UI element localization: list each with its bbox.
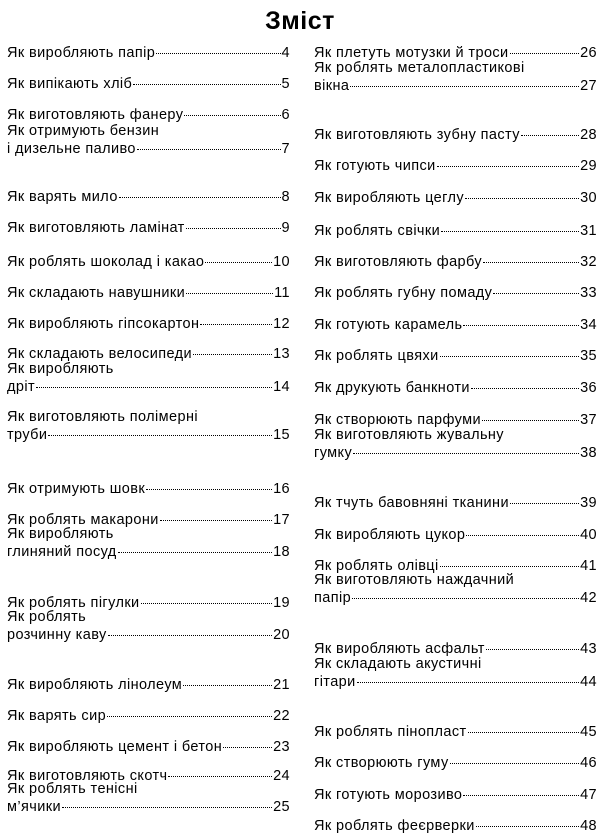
toc-dot-leader	[352, 598, 579, 599]
toc-entry-title: Як роблять свічки	[314, 223, 441, 239]
toc-entry-title: Як роблять пінопласт	[314, 724, 467, 740]
toc-page-number: 4	[281, 45, 290, 61]
toc-page-number: 5	[281, 76, 290, 92]
toc-page-number: 45	[580, 724, 597, 740]
toc-page-number: 6	[281, 107, 290, 123]
toc-dot-leader	[36, 387, 272, 388]
toc-page-number: 21	[273, 677, 290, 693]
toc-entry[interactable]	[7, 608, 290, 644]
toc-entry[interactable]	[7, 44, 290, 62]
toc-dot-leader	[482, 420, 579, 421]
toc-entry-title: Як роблять тенісні	[7, 781, 138, 797]
toc-entry[interactable]	[314, 59, 597, 95]
toc-page-number: 23	[273, 739, 290, 755]
toc-entry[interactable]	[314, 126, 597, 144]
toc-entry[interactable]	[314, 655, 597, 691]
toc-entry[interactable]	[7, 525, 290, 561]
toc-entry-title: Як виробляють гіпсокартон	[7, 316, 200, 332]
toc-dot-leader	[183, 685, 272, 686]
toc-entry[interactable]	[314, 786, 597, 804]
toc-dot-leader	[168, 776, 272, 777]
toc-entry[interactable]	[314, 723, 597, 741]
toc-entry-title: Як роблять металопластикові	[314, 60, 525, 76]
toc-entry-title: Як складають навушники	[7, 285, 186, 301]
toc-dot-leader	[133, 84, 280, 85]
toc-page-number: 13	[273, 346, 290, 362]
toc-page-number: 37	[580, 412, 597, 428]
toc-entry-title: Як роблять шоколад і какао	[7, 254, 205, 270]
toc-page-number: 42	[580, 590, 597, 606]
toc-entry[interactable]	[7, 738, 290, 756]
toc-entry-title: Як виробляють цеглу	[314, 190, 465, 206]
toc-entry-title: м’ячики	[7, 799, 61, 815]
toc-page-number: 12	[273, 316, 290, 332]
toc-entry[interactable]	[7, 219, 290, 237]
toc-entry-title: труби	[7, 427, 48, 443]
toc-page-number: 8	[281, 189, 290, 205]
toc-entry[interactable]	[314, 571, 597, 607]
toc-dot-leader	[353, 453, 579, 454]
toc-page-number: 43	[580, 641, 597, 657]
toc-entry-title: Як роблять губну помаду	[314, 285, 493, 301]
toc-dot-leader	[510, 503, 579, 504]
toc-dot-leader	[119, 197, 281, 198]
toc-dot-leader	[156, 53, 280, 54]
toc-page-number: 10	[273, 254, 290, 270]
toc-dot-leader	[118, 552, 272, 553]
toc-entry-title: Як готують карамель	[314, 317, 463, 333]
toc-entry-title: Як готують морозиво	[314, 787, 463, 803]
toc-entry[interactable]	[7, 284, 290, 302]
toc-page-number: 24	[273, 768, 290, 784]
toc-page-number: 16	[273, 481, 290, 497]
toc-entry-title: Як виготовляють ламінат	[7, 220, 185, 236]
toc-page-number: 26	[580, 45, 597, 61]
toc-dot-leader	[62, 807, 272, 808]
toc-dot-leader	[223, 747, 272, 748]
toc-page-number: 46	[580, 755, 597, 771]
toc-dot-leader	[186, 228, 281, 229]
toc-dot-leader	[108, 635, 272, 636]
toc-entry-title: Як роблять макарони	[7, 512, 159, 528]
toc-page-number: 31	[580, 223, 597, 239]
toc-dot-leader	[141, 603, 273, 604]
toc-dot-leader	[510, 53, 580, 54]
toc-entry[interactable]	[314, 253, 597, 271]
toc-entry[interactable]	[7, 676, 290, 694]
toc-entry-title: Як виготовляють фанеру	[7, 107, 184, 123]
toc-entry-title: Як складають велосипеди	[7, 346, 192, 362]
toc-entry-title: гітари	[314, 674, 356, 690]
toc-entry[interactable]	[7, 253, 290, 271]
toc-dot-leader	[200, 324, 272, 325]
toc-entry[interactable]	[7, 75, 290, 93]
toc-dot-leader	[450, 763, 579, 764]
toc-page-number: 28	[580, 127, 597, 143]
toc-page-number: 14	[273, 379, 290, 395]
toc-dot-leader	[357, 682, 579, 683]
toc-entry-title: Як готують чипси	[314, 158, 436, 174]
toc-entry-title: Як виробляють цукор	[314, 527, 466, 543]
toc-dot-leader	[483, 262, 579, 263]
toc-dot-leader	[463, 795, 579, 796]
toc-entry-title: Як виробляють	[7, 526, 114, 542]
toc-entry-title: Як виробляють цемент і бетон	[7, 739, 223, 755]
toc-entry[interactable]	[314, 426, 597, 462]
toc-entry[interactable]	[314, 189, 597, 207]
toc-dot-leader	[471, 388, 579, 389]
toc-entry[interactable]	[314, 526, 597, 544]
toc-page-number: 41	[580, 558, 597, 574]
toc-page-number: 48	[580, 818, 597, 834]
toc-page-number: 25	[273, 799, 290, 815]
toc-dot-leader	[160, 520, 272, 521]
toc-entry[interactable]	[314, 316, 597, 334]
toc-entry-title: Як виробляють папір	[7, 45, 156, 61]
toc-entry[interactable]	[314, 754, 597, 772]
toc-page-number: 47	[580, 787, 597, 803]
toc-dot-leader	[205, 262, 272, 263]
toc-page-number: 39	[580, 495, 597, 511]
toc-entry-title: Як роблять цвяхи	[314, 348, 439, 364]
toc-entry[interactable]	[314, 222, 597, 240]
toc-dot-leader	[440, 356, 579, 357]
toc-dot-leader	[468, 732, 579, 733]
toc-dot-leader	[440, 566, 579, 567]
toc-entry-title: Як виробляють	[7, 361, 114, 377]
toc-page-number: 40	[580, 527, 597, 543]
toc-page-number: 22	[273, 708, 290, 724]
toc-entry[interactable]	[7, 780, 290, 816]
toc-page-number: 29	[580, 158, 597, 174]
toc-entry-title: Як виготовляють жувальну	[314, 427, 504, 443]
toc-entry-title: Як виготовляють фарбу	[314, 254, 483, 270]
toc-entry-title: вікна	[314, 78, 350, 94]
toc-entry[interactable]	[314, 157, 597, 175]
toc-entry[interactable]	[7, 315, 290, 333]
toc-entry-title: Як роблять феєрверки	[314, 818, 475, 834]
toc-dot-leader	[486, 649, 579, 650]
toc-entry-title: Як складають акустичні	[314, 656, 482, 672]
toc-entry-title: Як виготовляють скотч	[7, 768, 168, 784]
toc-entry-title: Як створюють гуму	[314, 755, 449, 771]
toc-dot-leader	[137, 149, 281, 150]
toc-dot-leader	[48, 435, 272, 436]
toc-page-number: 15	[273, 427, 290, 443]
toc-entry[interactable]	[7, 188, 290, 206]
toc-entry-title: Як виробляють лінолеум	[7, 677, 183, 693]
toc-entry-title: Як випікають хліб	[7, 76, 133, 92]
toc-entry-title: Як отримують шовк	[7, 481, 146, 497]
toc-entry[interactable]	[7, 408, 290, 444]
toc-dot-leader	[493, 293, 579, 294]
toc-entry-title: Як виготовляють наждачний	[314, 572, 515, 588]
toc-page-number: 19	[273, 595, 290, 611]
toc-page-number: 11	[274, 285, 290, 301]
toc-dot-leader	[107, 716, 272, 717]
toc-page-number: 44	[580, 674, 597, 690]
toc-entry-title: Як створюють парфуми	[314, 412, 481, 428]
toc-entry-title: Як виготовляють зубну пасту	[314, 127, 520, 143]
toc-entry[interactable]	[7, 122, 290, 158]
toc-entry-title: папір	[314, 590, 352, 606]
toc-dot-leader	[186, 293, 273, 294]
toc-entry[interactable]	[7, 480, 290, 498]
toc-dot-leader	[350, 86, 579, 87]
toc-dot-leader	[146, 489, 272, 490]
toc-entry-title: глиняний посуд	[7, 544, 117, 560]
toc-page-number: 30	[580, 190, 597, 206]
toc-entry-title: Як друкують банкноти	[314, 380, 470, 396]
toc-entry-title: і дизельне паливо	[7, 141, 136, 157]
toc-dot-leader	[463, 325, 579, 326]
toc-dot-leader	[466, 535, 579, 536]
toc-entry-title: Як тчуть бавовняні тканини	[314, 495, 509, 511]
toc-dot-leader	[437, 166, 579, 167]
toc-entry-title: розчинну каву	[7, 627, 107, 643]
toc-entry[interactable]	[314, 347, 597, 365]
toc-page-number: 34	[580, 317, 597, 333]
toc-page-number: 38	[580, 445, 597, 461]
toc-page-number: 17	[273, 512, 290, 528]
toc-entry-title: Як виготовляють полімерні	[7, 409, 198, 425]
toc-page-number: 20	[273, 627, 290, 643]
toc-page-number: 7	[281, 141, 290, 157]
toc-entry[interactable]	[314, 284, 597, 302]
toc-entry-title: гумку	[314, 445, 353, 461]
toc-entry-title: Як варять сир	[7, 708, 107, 724]
toc-entry-title: Як отримують бензин	[7, 123, 160, 139]
toc-page-number: 27	[580, 78, 597, 94]
toc-page-number: 32	[580, 254, 597, 270]
toc-dot-leader	[521, 135, 579, 136]
toc-entry-title: дріт	[7, 379, 35, 395]
toc-dot-leader	[193, 354, 272, 355]
toc-page-number: 33	[580, 285, 597, 301]
toc-entry[interactable]	[314, 379, 597, 397]
toc-entry-title: Як виробляють асфальт	[314, 641, 485, 657]
toc-page-number: 18	[273, 544, 290, 560]
toc-page-number: 9	[281, 220, 290, 236]
toc-entry[interactable]	[314, 494, 597, 512]
toc-entry[interactable]	[314, 817, 597, 835]
toc-dot-leader	[476, 826, 579, 827]
toc-entry-title: Як роблять пігулки	[7, 595, 140, 611]
toc-page-number: 35	[580, 348, 597, 364]
toc-entry-title: Як роблять	[7, 609, 87, 625]
toc-entry-title: Як роблять олівці	[314, 558, 439, 574]
toc-entry-title: Як варять мило	[7, 189, 118, 205]
toc-page-number: 36	[580, 380, 597, 396]
toc-entry[interactable]	[7, 707, 290, 725]
toc-dot-leader	[441, 231, 579, 232]
page-title: Зміст	[265, 7, 335, 35]
toc-dot-leader	[184, 115, 280, 116]
toc-dot-leader	[465, 198, 579, 199]
toc-entry-title: Як плетуть мотузки й троси	[314, 45, 509, 61]
toc-entry[interactable]	[7, 360, 290, 396]
